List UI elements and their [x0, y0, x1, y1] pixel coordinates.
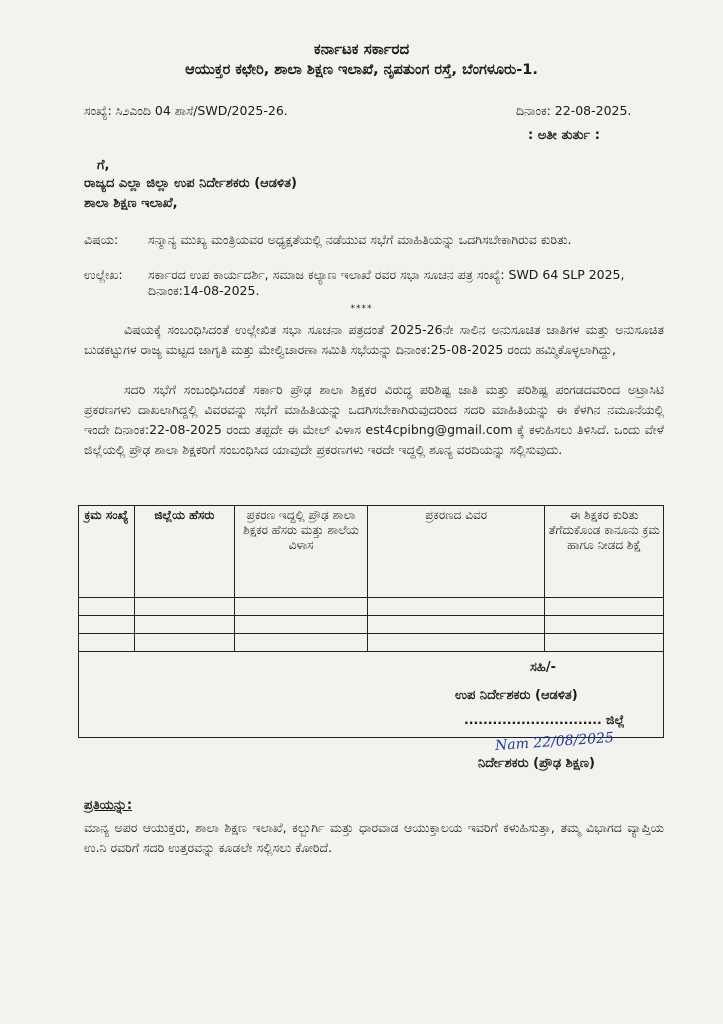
- district-line: ............................. ಜಿಲ್ಲೆ: [464, 712, 625, 727]
- urgent-label: : ಅತೀ ತುರ್ತು :: [528, 128, 600, 143]
- table-header-cell: ಈ ಶಿಕ್ಷಕರ ಕುರಿತು ತೆಗೆದುಕೊಂಡ ಕಾನೂನು ಕ್ರಮ ಹಾಗೂ ನೀಡದ ಶಿಕ್ಷೆ: [545, 506, 664, 598]
- table-header-cell: ಪ್ರಕರಣದ ವಿವರ: [367, 506, 544, 598]
- header-office: ಆಯುಕ್ತರ ಕಛೇರಿ, ಶಾಲಾ ಶಿಕ್ಷಣ ಇಲಾಖೆ, ನೃಪತುಂಗ ರಸ್ತೆ, ಬೆಂಗಳೂರು-1.: [185, 62, 538, 78]
- info-table: [78, 505, 664, 738]
- subject-label: ವಿಷಯ:: [84, 232, 119, 247]
- table-header-cell: ಪ್ರಕರಣ ಇದ್ದಲ್ಲಿ ಪ್ರೌಢ ಶಾಲಾ ಶಿಕ್ಷಕರ ಹೆಸರು ಮತ್ತು ಶಾಲೆಯ ವಿಳಾಸ: [235, 506, 368, 598]
- subject-text: ಸನ್ಮಾನ್ಯ ಮುಖ್ಯ ಮಂತ್ರಿಯವರ ಅಧ್ಯಕ್ಷತೆಯಲ್ಲಿ ನಡೆಯುವ ಸಭೆಗೆ ಮಾಹಿತಿಯನ್ನು ಒದಗಿಸಬೇಕಾಗಿರುವ ಕುರಿತು.: [148, 232, 572, 247]
- signed-mark: ಸಹಿ/-: [530, 660, 556, 675]
- table-header-row: [79, 506, 664, 598]
- recipient-line-1: ರಾಜ್ಯದ ಎಲ್ಲಾ ಜಿಲ್ಲಾ ಉಪ ನಿರ್ದೇಶಕರು (ಆಡಳಿತ): [84, 176, 297, 191]
- table-row: [79, 634, 664, 652]
- body-paragraph-1: ವಿಷಯಕ್ಕೆ ಸಂಬಂಧಿಸಿದಂತೆ ಉಲ್ಲೇಖಿತ ಸಭಾ ಸೂಚನಾ ಪತ್ರದಂತೆ 2025-26ನೇ ಸಾಲಿನ ಅನುಸೂಚಿತ ಜಾತಿಗಳ ಮತ್ತು ಅನುಸೂಚಿತ ಬುಡಕಟ್ಟುಗಳ ರಾಜ್ಯ ಮಟ್ಟದ ಜಾಗೃತಿ ಮತ್ತು ಮೇಲ್ವಿಚಾರಣಾ ಸಮಿತಿ ಸಭೆಯನ್ನು ದಿನಾಂಕ:25-08-2025 ರಂದು ಹಮ್ಮಿಕೊಳ್ಳಲಾಗಿದ್ದು,: [84, 322, 664, 357]
- reference-text: ಸರ್ಕಾರದ ಉಪ ಕಾರ್ಯದರ್ಶಿ, ಸಮಾಜ ಕಲ್ಯಾಣ ಇಲಾಖೆ ರವರ ಸಭಾ ಸೂಚನ ಪತ್ರ ಸಂಖ್ಯೆ: SWD 64 SLP 2025, ದಿನಾಂಕ:14-08-2025.: [148, 267, 625, 298]
- copy-to-heading: ಪ್ರತಿಯನ್ನು:: [84, 798, 133, 813]
- table-row: [79, 598, 664, 616]
- table-row: [79, 616, 664, 634]
- handwritten-signature: Nam 22/08/2025: [494, 729, 615, 755]
- director-title: ನಿರ್ದೇಶಕರು (ಪ್ರೌಢ ಶಿಕ್ಷಣ): [478, 756, 595, 771]
- separator-stars: ****: [350, 304, 373, 314]
- recipient-line-2: ಶಾಲಾ ಶಿಕ್ಷಣ ಇಲಾಖೆ,: [84, 196, 178, 211]
- deputy-director-title: ಉಪ ನಿರ್ದೇಶಕರು (ಆಡಳಿತ): [455, 688, 578, 703]
- table-header-cell: ಕ್ರಮ ಸಂಖ್ಯೆ: [79, 506, 135, 598]
- header-government: ಕರ್ನಾಟಕ ಸರ್ಕಾರದ: [313, 40, 410, 58]
- body-paragraph-2: ಸದರಿ ಸಭೆಗೆ ಸಂಬಂಧಿಸಿದಂತೆ ಸರ್ಕಾರಿ ಪ್ರೌಢ ಶಾಲಾ ಶಿಕ್ಷಕರ ವಿರುದ್ಧ ಪರಿಶಿಷ್ಟ ಜಾತಿ ಮತ್ತು ಪರಿಶಿಷ್ಟ ಪಂಗಡದವರಿಂದ ಅಟ್ರಾಸಿಟಿ ಪ್ರಕರಣಗಳು ದಾಖಲಾಗಿದ್ದಲ್ಲಿ ವಿವರವನ್ನು ಸಭೆಗೆ ಮಾಹಿತಿಯನ್ನು ಒದಗಿಸಬೇಕಾಗಿರುವುದರಿಂದ ಸದರಿ ಮಾಹಿತಿಯನ್ನು ಈ ಕೆಳಗಿನ ನಮೂನೆಯಲ್ಲಿ ಇಂದೇ ದಿನಾಂಕ:22-08-2025 ರಂದು ತಪ್ಪದೇ ಈ ಮೇಲ್ ವಿಳಾಸ est4cpibng@gmail.com ಕ್ಕೆ ಕಳುಹಿಸಲು ತಿಳಿಸಿದೆ. ಒಂದು ವೇಳೆ ಜಿಲ್ಲೆಯಲ್ಲಿ ಪ್ರೌಢ ಶಾಲಾ ಶಿಕ್ಷಕರಿಗೆ ಸಂಬಂಧಿಸಿದ ಯಾವುದೇ ಪ್ರಕರಣಗಳು ಇರದೇ ಇದ್ದಲ್ಲಿ ಶೂನ್ಯ ವರದಿಯನ್ನು ಸಲ್ಲಿಸುವುದು.: [84, 382, 664, 457]
- reference-number: ಸಂಖ್ಯೆ: ಸಿ೨ಎಂದಿ 04 ಶಾಸೆ/SWD/2025-26.: [84, 103, 288, 118]
- letter-date: ದಿನಾಂಕ: 22-08-2025.: [516, 103, 632, 118]
- copy-to-text: ಮಾನ್ಯ ಅಪರ ಆಯುಕ್ತರು, ಶಾಲಾ ಶಿಕ್ಷಣ ಇಲಾಖೆ, ಕಲ್ಬುರ್ಗಿ ಮತ್ತು ಧಾರವಾಡ ಆಯುಕ್ತಾಲಯ ಇವರಿಗೆ ಕಳುಹಿಸುತ್ತಾ, ತಮ್ಮ ವಿಭಾಗದ ವ್ಯಾಪ್ತಿಯ ಉ.ನಿ ರವರಿಗೆ ಸದರಿ ಉತ್ತರವನ್ನು ಕೂಡಲೇ ಸಲ್ಲಿಸಲು ಕೋರಿದೆ.: [84, 820, 664, 855]
- recipient-to: ಗೆ,: [97, 158, 110, 173]
- table-header-cell: ಜಿಲ್ಲೆಯ ಹೆಸರು: [134, 506, 234, 598]
- reference-label: ಉಲ್ಲೇಖ:: [84, 267, 123, 282]
